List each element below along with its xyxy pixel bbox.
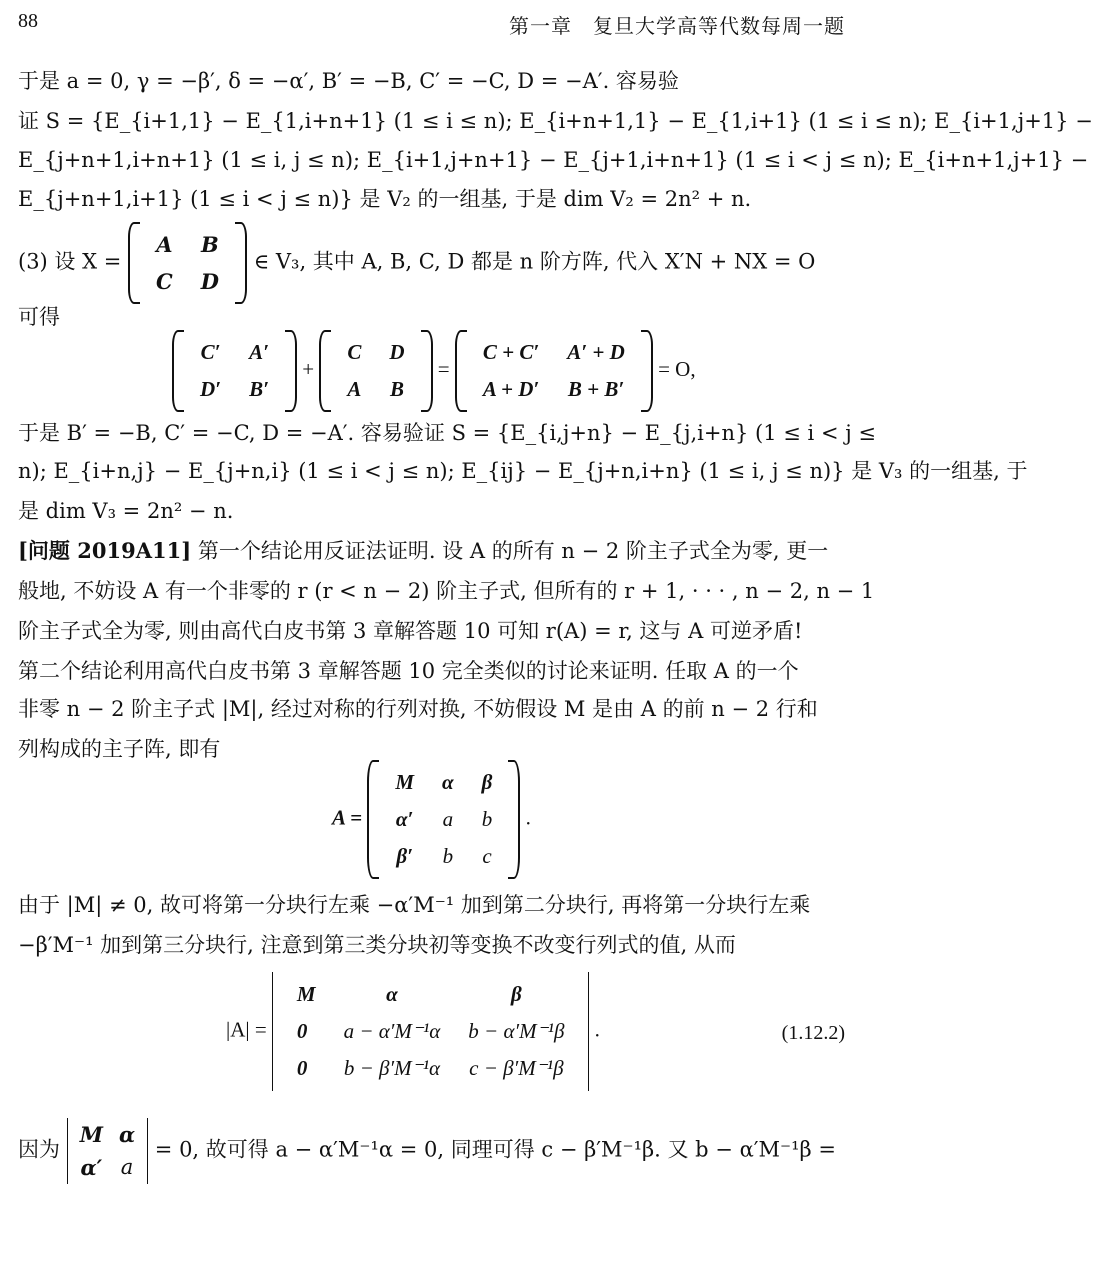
det-cell: c − β′M⁻¹β (469, 1056, 564, 1080)
matrix-cell: C′ (200, 340, 221, 364)
matrix-cell: B′ (249, 377, 269, 401)
display-equation (172, 330, 696, 412)
matrix-cell: α (442, 770, 454, 794)
det-cell: α (118, 1122, 136, 1147)
last-line (18, 1118, 836, 1184)
text-line: 列构成的主子阵, 即有 (18, 737, 221, 761)
problem-text: 第一个结论用反证法证明. 设 A 的所有 n − 2 阶主子式全为零, 更一 (191, 539, 829, 563)
matrix-a-tail: . (525, 805, 531, 830)
text-line: n); E_{i+n,j} − E_{j+n,i} (1 ≤ i < j ≤ n); E_{ij} − E_{j+n,i+n} (1 ≤ i, j ≤ n)} 是 V₃ 的一组基, 于 (18, 459, 1028, 483)
text-line: 般地, 不妨设 A 有一个非零的 r (r < n − 2) 阶主子式, 但所有的 r + 1, · · · , n − 2, n − 1 (18, 579, 875, 603)
problem-label: [问题 2019A11] (18, 538, 192, 563)
det-tail: . (594, 1017, 600, 1042)
problem-line (18, 536, 845, 566)
matrix-cell: C (347, 340, 362, 364)
matrix-x (128, 222, 247, 304)
text-line: 于是 a = 0, γ = −β′, δ = −α′, B′ = −B, C′ = −C, D = −A′. 容易验 (18, 69, 679, 93)
text-line: 阶主子式全为零, 则由高代白皮书第 3 章解答题 10 可知 r(A) = r, 这与 A 可逆矛盾! (18, 619, 803, 643)
matrix-3 (455, 330, 653, 412)
matrix-cell: α′ (395, 807, 414, 831)
display-determinant (226, 972, 600, 1091)
det-cell: M (296, 982, 316, 1006)
page-header (18, 10, 845, 38)
matrix-cell: A′ + D (567, 340, 625, 364)
det-cell: b − β′M⁻¹α (343, 1056, 441, 1080)
det-cell: b − α′M⁻¹β (468, 1019, 565, 1043)
det-lhs: |A| = (226, 1017, 267, 1042)
det-cell: M (79, 1122, 103, 1147)
text-line: 证 S = {E_{i+1,1} − E_{1,i+n+1} (1 ≤ i ≤ n); E_{i+n+1,1} − E_{1,i+1} (1 ≤ i ≤ n); E_{i+1,j+1} − (18, 109, 1093, 133)
matrix-cell: b (481, 807, 493, 831)
text-line: −β′M⁻¹ 加到第三分块行, 注意到第三类分块初等变换不改变行列式的值, 从而 (18, 933, 736, 957)
text-line: 非零 n − 2 阶主子式 |M|, 经过对称的行列对换, 不妨假设 M 是由 A 的前 n − 2 行和 (18, 697, 818, 721)
small-determinant (67, 1118, 148, 1184)
matrix-cell: D (200, 269, 219, 294)
matrix-cell: A + D′ (482, 377, 540, 401)
text-line: 第二个结论利用高代白皮书第 3 章解答题 10 完全类似的讨论来证明. 任取 A 的一个 (18, 659, 799, 683)
matrix-a-lhs: A = (332, 805, 363, 830)
matrix-cell: β (481, 770, 493, 794)
matrix-cell: C + C′ (482, 340, 540, 364)
matrix-cell: A′ (249, 340, 269, 364)
matrix-cell: C (156, 269, 173, 294)
det-cell: α′ (80, 1155, 103, 1180)
matrix-cell: A (156, 232, 173, 257)
matrix-1 (172, 330, 297, 412)
matrix-2 (319, 330, 432, 412)
det-cell: a − α′M⁻¹α (343, 1019, 441, 1043)
last-line-after: = 0, 故可得 a − α′M⁻¹α = 0, 同理可得 c − β′M⁻¹β. 又 b − α′M⁻¹β = (154, 1137, 836, 1162)
matrix-cell: B + B′ (567, 377, 625, 401)
matrix-cell: B (200, 232, 219, 257)
determinant-a (272, 972, 590, 1091)
matrix-cell: M (395, 770, 415, 794)
matrix-cell: D (389, 340, 405, 364)
equation-tail: = O, (658, 356, 696, 381)
matrix-cell: B (389, 377, 404, 401)
page-number: 88 (18, 10, 38, 32)
text-line: 是 dim V₃ = 2n² − n. (18, 499, 234, 523)
text-line: E_{j+n+1,i+1} (1 ≤ i < j ≤ n)} 是 V₂ 的一组基, 于是 dim V₂ = 2n² + n. (18, 187, 752, 211)
det-cell: a (120, 1155, 134, 1179)
plus-sign: + (302, 356, 315, 381)
part3-intro-after: ∈ V₃, 其中 A, B, C, D 都是 n 阶方阵, 代入 X′N + NX = O (253, 249, 816, 274)
matrix-a (367, 760, 520, 879)
display-matrix-a (332, 760, 531, 879)
equation-number: (1.12.2) (781, 1022, 845, 1044)
det-cell: β (510, 982, 522, 1006)
matrix-cell: β′ (396, 844, 413, 868)
det-cell: α (386, 982, 398, 1006)
matrix-cell: D′ (200, 377, 222, 401)
det-cell: 0 (296, 1019, 308, 1043)
part3-intro (18, 222, 815, 304)
chapter-title: 第一章 复旦大学高等代数每周一题 (509, 14, 845, 38)
text-line: 可得 (18, 305, 60, 329)
matrix-cell: b (442, 844, 454, 868)
text-line: E_{j+n+1,i+n+1} (1 ≤ i, j ≤ n); E_{i+1,j+n+1} − E_{j+1,i+n+1} (1 ≤ i < j ≤ n); E_{i+n+1,j+1} − (18, 148, 1089, 172)
equals-sign: = (437, 356, 450, 381)
matrix-cell: a (442, 807, 454, 831)
matrix-cell: A (347, 377, 362, 401)
text-line: 于是 B′ = −B, C′ = −C, D = −A′. 容易验证 S = {E_{i,j+n} − E_{j,i+n} (1 ≤ i < j ≤ (18, 421, 876, 445)
matrix-cell: c (482, 844, 492, 868)
part3-intro-before: (3) 设 X = (18, 249, 122, 274)
det-cell: 0 (296, 1056, 308, 1080)
last-line-before: 因为 (18, 1137, 60, 1162)
text-line: 由于 |M| ≠ 0, 故可将第一分块行左乘 −α′M⁻¹ 加到第二分块行, 再将第一分块行左乘 (18, 893, 811, 917)
